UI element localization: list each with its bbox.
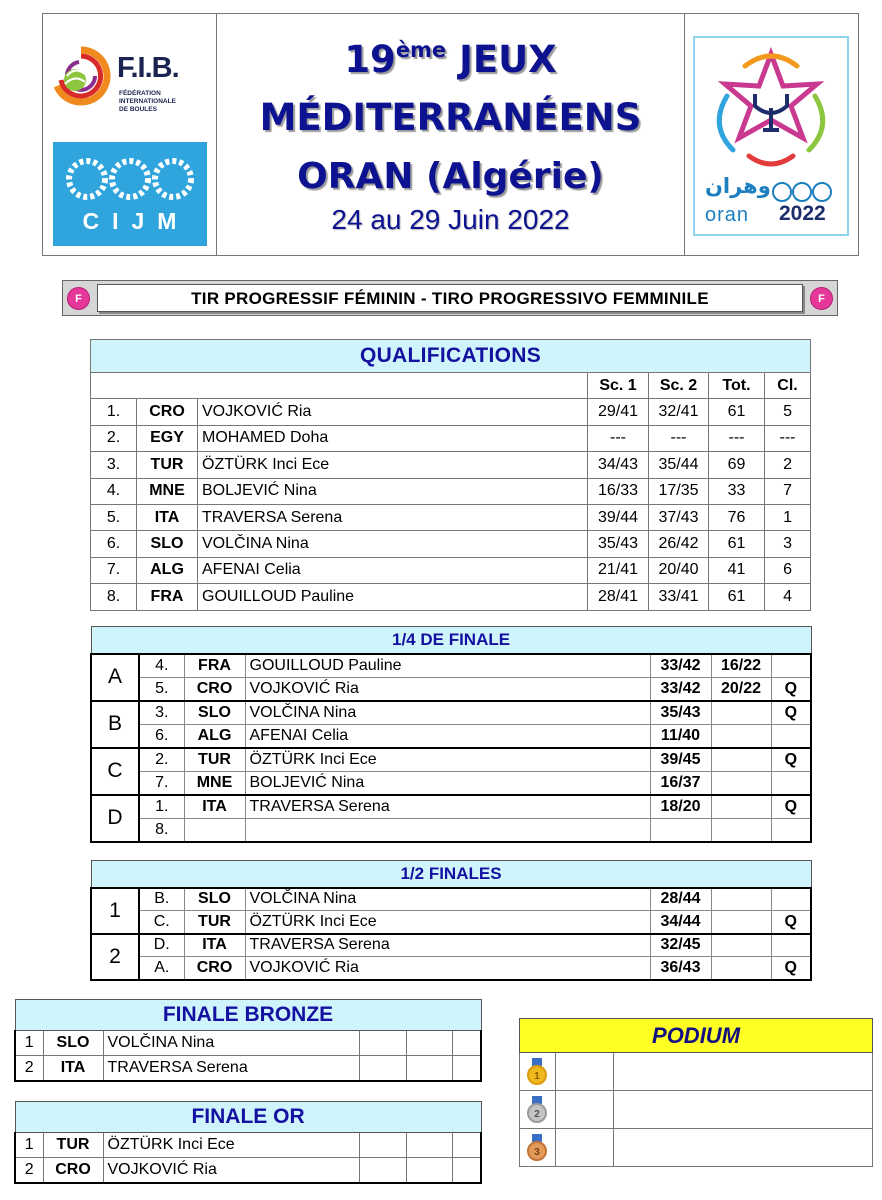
gold-medal-icon — [527, 1058, 547, 1085]
athlete-country: FRA — [137, 584, 198, 610]
podium-country — [556, 1053, 614, 1091]
match-group-label: 1 — [91, 888, 139, 934]
total-score: 61 — [709, 584, 765, 610]
score-1: 11/40 — [650, 724, 711, 748]
qualifications-column-header — [91, 373, 811, 399]
athlete-name: AFENAI Celia — [198, 557, 588, 583]
score-1: 34/44 — [650, 911, 711, 934]
athlete-name: ÖZTÜRK Inci Ece — [245, 748, 650, 772]
athlete-country: EGY — [137, 425, 198, 451]
athlete-country: CRO — [43, 1158, 103, 1183]
athlete-name: BOLJEVIĆ Nina — [198, 478, 588, 504]
qualified-mark: Q — [771, 748, 811, 772]
cijm-logo-text: CIJM — [82, 208, 190, 234]
athlete-country: TUR — [43, 1133, 103, 1158]
qualified-mark — [771, 724, 811, 748]
match-row — [91, 795, 811, 819]
athlete-name: MOHAMED Doha — [198, 425, 588, 451]
athlete-seed: 1. — [139, 795, 184, 819]
athlete-name: BOLJEVIĆ Nina — [245, 771, 650, 795]
match-row — [91, 748, 811, 772]
score-2: 16/22 — [711, 654, 771, 678]
athlete-country: ITA — [184, 934, 245, 957]
athlete-seed: 5. — [139, 677, 184, 701]
athlete-name: VOJKOVIĆ Ria — [245, 677, 650, 701]
athlete-seed: A. — [139, 957, 184, 980]
total-score: 61 — [709, 399, 765, 425]
athlete-name: TRAVERSA Serena — [198, 504, 588, 530]
oran-logo-year: 2022 — [779, 202, 826, 225]
athlete-name: VOJKOVIĆ Ria — [245, 957, 650, 980]
podium-medal-cell — [520, 1129, 556, 1167]
podium-country — [556, 1091, 614, 1129]
score-1: 33/42 — [650, 654, 711, 678]
final-row — [15, 1056, 481, 1081]
score-2 — [711, 771, 771, 795]
athlete-name: ÖZTÜRK Inci Ece — [245, 911, 650, 934]
medal-number: 2 — [527, 1103, 547, 1123]
blank-header-cell — [91, 373, 588, 399]
athlete-name: TRAVERSA Serena — [103, 1056, 359, 1081]
score-2 — [711, 934, 771, 957]
athlete-number: 8. — [91, 584, 137, 610]
oran-star-emblem-icon — [705, 46, 837, 176]
match-group-label: C — [91, 748, 139, 795]
oran-rings-icon — [771, 181, 833, 203]
athlete-number: 5. — [91, 504, 137, 530]
athlete-number: 7. — [91, 557, 137, 583]
score-2 — [711, 888, 771, 911]
match-row — [91, 957, 811, 980]
classification: 1 — [765, 504, 811, 530]
score-1: 33/42 — [650, 677, 711, 701]
classification: 6 — [765, 557, 811, 583]
score-cell-1 — [359, 1031, 406, 1056]
score-2 — [711, 701, 771, 725]
quarter-final-title: 1/4 DE FINALE — [91, 627, 811, 654]
score-2: 35/44 — [649, 452, 709, 478]
score-cell-1 — [359, 1133, 406, 1158]
athlete-country — [184, 818, 245, 842]
bronze-medal-icon — [527, 1134, 547, 1161]
athlete-name: VOLČINA Nina — [103, 1031, 359, 1056]
bronze-final-title: FINALE BRONZE — [15, 1000, 481, 1031]
score-cell-2 — [406, 1133, 452, 1158]
classification: 2 — [765, 452, 811, 478]
athlete-number: 3. — [91, 452, 137, 478]
medal-number: 3 — [527, 1141, 547, 1161]
match-row — [91, 677, 811, 701]
qualification-row — [91, 425, 811, 451]
match-row — [91, 934, 811, 957]
qualified-mark: Q — [771, 911, 811, 934]
final-position: 1 — [15, 1133, 43, 1158]
score-1: 28/44 — [650, 888, 711, 911]
athlete-seed: 7. — [139, 771, 184, 795]
athlete-name: TRAVERSA Serena — [245, 795, 650, 819]
match-row — [91, 724, 811, 748]
score-1: 32/45 — [650, 934, 711, 957]
classification: 7 — [765, 478, 811, 504]
podium-name — [614, 1053, 873, 1091]
fib-subtitle-line-2: DE BOULES — [119, 106, 157, 113]
score-1: --- — [588, 425, 649, 451]
athlete-name: ÖZTÜRK Inci Ece — [103, 1133, 359, 1158]
score-cell-1 — [359, 1056, 406, 1081]
athlete-seed: 8. — [139, 818, 184, 842]
oran-2022-logo — [693, 36, 849, 236]
total-score: --- — [709, 425, 765, 451]
qualification-row — [91, 557, 811, 583]
col-header-sc2: Sc. 2 — [649, 373, 709, 399]
match-row — [91, 911, 811, 934]
total-score: 61 — [709, 531, 765, 557]
title-edition-number: 19 — [344, 38, 396, 81]
semi-final-title: 1/2 FINALES — [91, 861, 811, 888]
score-2 — [711, 957, 771, 980]
qualifications-table — [90, 339, 811, 611]
fib-logo-subtitle — [119, 90, 216, 114]
score-2: 33/41 — [649, 584, 709, 610]
cijm-logo — [53, 142, 207, 246]
qualification-row — [91, 399, 811, 425]
athlete-number: 2. — [91, 425, 137, 451]
col-header-cl: Cl. — [765, 373, 811, 399]
athlete-name: AFENAI Celia — [245, 724, 650, 748]
total-score: 33 — [709, 478, 765, 504]
title-line-3: ORAN (Algérie) — [297, 156, 604, 197]
podium-row — [520, 1053, 873, 1091]
podium-row — [520, 1091, 873, 1129]
event-title-bar — [62, 280, 838, 316]
podium-name — [614, 1091, 873, 1129]
qualified-mark: Q — [771, 701, 811, 725]
score-cell-2 — [406, 1056, 452, 1081]
athlete-name: VOLČINA Nina — [245, 888, 650, 911]
athlete-name: GOUILLOUD Pauline — [198, 584, 588, 610]
title-line-1 — [217, 38, 684, 81]
score-2 — [711, 911, 771, 934]
athlete-country: TUR — [137, 452, 198, 478]
total-score: 69 — [709, 452, 765, 478]
event-title: TIR PROGRESSIF FÉMININ - TIRO PROGRESSIVO FEMMINILE — [97, 284, 803, 312]
qualification-row — [91, 478, 811, 504]
athlete-country: ITA — [184, 795, 245, 819]
total-score: 41 — [709, 557, 765, 583]
score-1: 35/43 — [588, 531, 649, 557]
score-cell-3 — [452, 1133, 481, 1158]
score-cell-3 — [452, 1158, 481, 1183]
score-2 — [711, 724, 771, 748]
medal-number: 1 — [527, 1065, 547, 1085]
cijm-rings-icon — [65, 154, 195, 204]
athlete-country: CRO — [137, 399, 198, 425]
qualifications-title: QUALIFICATIONS — [91, 340, 811, 373]
podium-name — [614, 1129, 873, 1167]
match-row — [91, 888, 811, 911]
match-group-label: 2 — [91, 934, 139, 980]
athlete-country: CRO — [184, 677, 245, 701]
score-1: 35/43 — [650, 701, 711, 725]
event-header — [42, 13, 859, 256]
qualified-mark — [771, 771, 811, 795]
athlete-country: TUR — [184, 748, 245, 772]
podium-table — [519, 1018, 873, 1167]
athlete-seed: B. — [139, 888, 184, 911]
final-row — [15, 1133, 481, 1158]
score-2: 17/35 — [649, 478, 709, 504]
fib-logo-text: F.I.B. — [117, 52, 179, 84]
oran-arabic-text: وهران — [705, 174, 771, 198]
fib-emblem-icon — [51, 46, 111, 106]
athlete-country: TUR — [184, 911, 245, 934]
qualified-mark — [771, 934, 811, 957]
athlete-country: MNE — [184, 771, 245, 795]
score-1: 18/20 — [650, 795, 711, 819]
score-cell-3 — [452, 1056, 481, 1081]
athlete-name: TRAVERSA Serena — [245, 934, 650, 957]
athlete-seed: 3. — [139, 701, 184, 725]
athlete-country: ITA — [43, 1056, 103, 1081]
qualified-mark: Q — [771, 957, 811, 980]
total-score: 76 — [709, 504, 765, 530]
score-1: 28/41 — [588, 584, 649, 610]
fib-logo — [51, 44, 216, 114]
score-1: 29/41 — [588, 399, 649, 425]
athlete-country: SLO — [43, 1031, 103, 1056]
qualified-mark — [771, 818, 811, 842]
classification: --- — [765, 425, 811, 451]
score-1: 39/45 — [650, 748, 711, 772]
qualification-row — [91, 452, 811, 478]
match-row — [91, 654, 811, 678]
oran-logo-name: oran — [705, 204, 750, 226]
score-2: 37/43 — [649, 504, 709, 530]
col-header-tot: Tot. — [709, 373, 765, 399]
score-cell-3 — [452, 1031, 481, 1056]
final-position: 2 — [15, 1056, 43, 1081]
header-right-logo — [684, 14, 858, 255]
athlete-name: GOUILLOUD Pauline — [245, 654, 650, 678]
score-cell-2 — [406, 1031, 452, 1056]
quarter-final-table — [90, 626, 812, 843]
podium-country — [556, 1129, 614, 1167]
score-cell-1 — [359, 1158, 406, 1183]
athlete-country: CRO — [184, 957, 245, 980]
col-header-sc1: Sc. 1 — [588, 373, 649, 399]
athlete-name: VOJKOVIĆ Ria — [198, 399, 588, 425]
athlete-country: ALG — [184, 724, 245, 748]
final-row — [15, 1158, 481, 1183]
qualification-row — [91, 584, 811, 610]
header-left-logos — [43, 14, 217, 255]
athlete-country: MNE — [137, 478, 198, 504]
final-position: 2 — [15, 1158, 43, 1183]
score-2: --- — [649, 425, 709, 451]
gold-final-table — [14, 1101, 482, 1184]
podium-row — [520, 1129, 873, 1167]
score-1: 39/44 — [588, 504, 649, 530]
athlete-number: 4. — [91, 478, 137, 504]
podium-medal-cell — [520, 1053, 556, 1091]
score-1: 16/37 — [650, 771, 711, 795]
final-position: 1 — [15, 1031, 43, 1056]
score-cell-2 — [406, 1158, 452, 1183]
podium-medal-cell — [520, 1091, 556, 1129]
classification: 5 — [765, 399, 811, 425]
qualified-mark: Q — [771, 795, 811, 819]
semi-final-table — [90, 860, 812, 981]
score-2 — [711, 795, 771, 819]
podium-title: PODIUM — [520, 1019, 873, 1053]
title-jeux: JEUX — [446, 38, 557, 81]
bronze-final-table — [14, 999, 482, 1082]
athlete-name: ÖZTÜRK Inci Ece — [198, 452, 588, 478]
score-2 — [711, 818, 771, 842]
gold-final-title: FINALE OR — [15, 1102, 481, 1133]
athlete-country: ITA — [137, 504, 198, 530]
athlete-country: SLO — [184, 701, 245, 725]
match-row — [91, 818, 811, 842]
athlete-name: VOLČINA Nina — [198, 531, 588, 557]
final-row — [15, 1031, 481, 1056]
match-row — [91, 701, 811, 725]
athlete-name: VOJKOVIĆ Ria — [103, 1158, 359, 1183]
female-badge-left: F — [67, 287, 90, 310]
score-1: 34/43 — [588, 452, 649, 478]
fib-subtitle-line-1: FÉDÉRATION INTERNATIONALE — [119, 90, 176, 105]
athlete-name: VOLČINA Nina — [245, 701, 650, 725]
athlete-country: SLO — [184, 888, 245, 911]
score-1: 21/41 — [588, 557, 649, 583]
athlete-country: FRA — [184, 654, 245, 678]
score-1: 16/33 — [588, 478, 649, 504]
event-title-block — [217, 14, 684, 255]
classification: 4 — [765, 584, 811, 610]
silver-medal-icon — [527, 1096, 547, 1123]
female-badge-right: F — [810, 287, 833, 310]
score-2 — [711, 748, 771, 772]
classification: 3 — [765, 531, 811, 557]
athlete-country: ALG — [137, 557, 198, 583]
qualified-mark: Q — [771, 677, 811, 701]
title-line-2: MÉDITERRANÉENS — [259, 96, 642, 139]
athlete-seed: 2. — [139, 748, 184, 772]
match-group-label: A — [91, 654, 139, 701]
score-1 — [650, 818, 711, 842]
athlete-seed: 4. — [139, 654, 184, 678]
qualification-row — [91, 504, 811, 530]
score-2: 32/41 — [649, 399, 709, 425]
athlete-country: SLO — [137, 531, 198, 557]
score-2: 20/22 — [711, 677, 771, 701]
score-2: 20/40 — [649, 557, 709, 583]
qualified-mark — [771, 654, 811, 678]
title-edition-suffix: ème — [395, 38, 447, 62]
match-group-label: D — [91, 795, 139, 842]
score-1: 36/43 — [650, 957, 711, 980]
athlete-number: 1. — [91, 399, 137, 425]
match-row — [91, 771, 811, 795]
athlete-seed: C. — [139, 911, 184, 934]
athlete-name — [245, 818, 650, 842]
match-group-label: B — [91, 701, 139, 748]
score-2: 26/42 — [649, 531, 709, 557]
qualified-mark — [771, 888, 811, 911]
athlete-seed: 6. — [139, 724, 184, 748]
event-dates: 24 au 29 Juin 2022 — [331, 204, 570, 235]
athlete-number: 6. — [91, 531, 137, 557]
athlete-seed: D. — [139, 934, 184, 957]
qualification-row — [91, 531, 811, 557]
